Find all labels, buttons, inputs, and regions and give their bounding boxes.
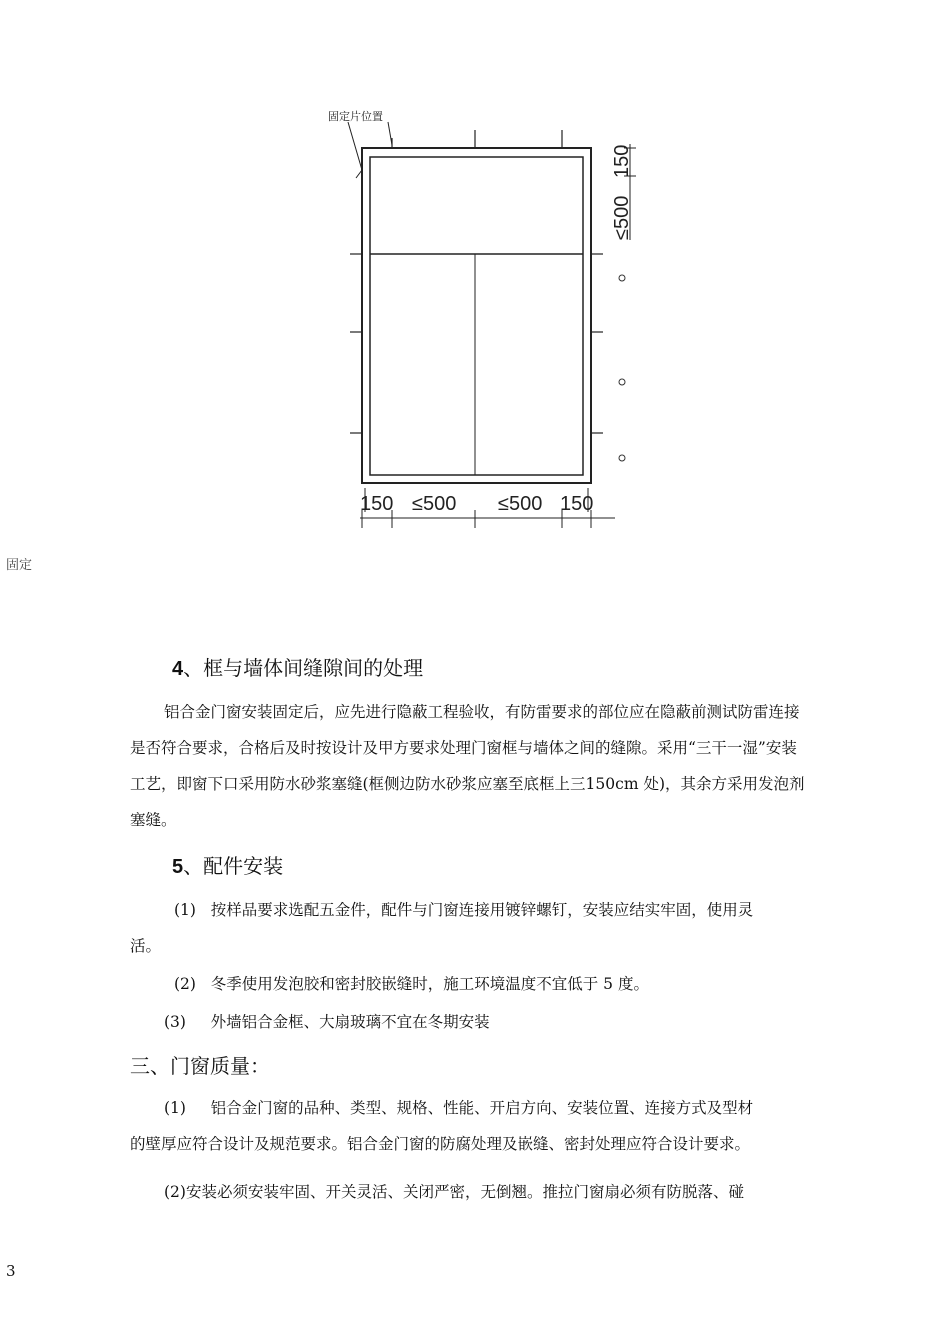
section-5-item-1 (174, 898, 753, 920)
stray-text: 固定 (6, 558, 33, 573)
dimension-mark-icon (619, 455, 625, 461)
item-text: 按样品要求选配五金件，配件与门窗连接用镀锌螺钉，安装应结实牢固，使用灵 (210, 901, 754, 919)
dim-bottom-2: ≤500 (412, 493, 457, 515)
item-number: (1) (164, 1099, 186, 1117)
section-4-title: 、框与墙体间缝隙间的处理 (183, 656, 424, 680)
dim-bottom-4: 150 (560, 493, 594, 515)
item-text: 冬季使用发泡胶和密封胶嵌缝时，施工环境温度不宜低于 5 度。 (210, 975, 649, 993)
section-3-item-1-continued: 的壁厚应符合设计及规范要求。铝合金门窗的防腐处理及嵌缝、密封处理应符合设计要求。 (130, 1135, 751, 1153)
section-5-heading (172, 850, 283, 879)
window-frame-drawing (330, 100, 650, 530)
dimension-mark-icon (619, 379, 625, 385)
item-number: (3) (164, 1013, 186, 1031)
dim-right-1: 150 (611, 144, 633, 178)
window-fixing-diagram (330, 100, 650, 530)
page-number: 3 (6, 1262, 16, 1280)
dim-bottom-3: ≤500 (498, 493, 543, 515)
section-5-item-3 (164, 1010, 490, 1032)
item-number: (2) (174, 975, 196, 993)
item-number: (1) (174, 901, 196, 919)
section-5-title: 、配件安装 (183, 854, 284, 878)
section-4-body: 铝合金门窗安装固定后，应先进行隐蔽工程验收，有防雷要求的部位应在隐蔽前测试防雷连接是否符合要求，合格后及时按设计及甲方要求处理门窗框与墙体之间的缝隙。采用“三干一湿”安装工艺，即窗下口采用防水砂浆塞缝(框侧边防水砂浆应塞至底框上三150cm 处)，其余方采用发泡剂塞缝。 (130, 703, 805, 829)
section-4-number: 4 (172, 658, 184, 680)
item-text: 外墙铝合金框、大扇玻璃不宜在冬期安装 (210, 1013, 490, 1031)
section-3-item-2: (2)安装必须安装牢固、开关灵活、关闭严密，无倒翘。推拉门窗扇必须有防脱落、碰 (164, 1183, 744, 1201)
dimension-mark-icon (619, 275, 625, 281)
dim-bottom-1: 150 (360, 493, 394, 515)
section-5-number: 5 (172, 856, 184, 878)
dim-right-2: ≤500 (611, 195, 633, 240)
section-5-item-2 (174, 972, 649, 994)
figure-caption: 固定片位置 (328, 111, 383, 123)
section-3-heading: 三、门窗质量： (130, 1054, 270, 1078)
section-3-item-1 (164, 1096, 753, 1118)
section-4-heading (172, 652, 423, 681)
item-text: 铝合金门窗的品种、类型、规格、性能、开启方向、安装位置、连接方式及型材 (210, 1099, 754, 1117)
section-5-item-1-continued: 活。 (130, 937, 162, 955)
